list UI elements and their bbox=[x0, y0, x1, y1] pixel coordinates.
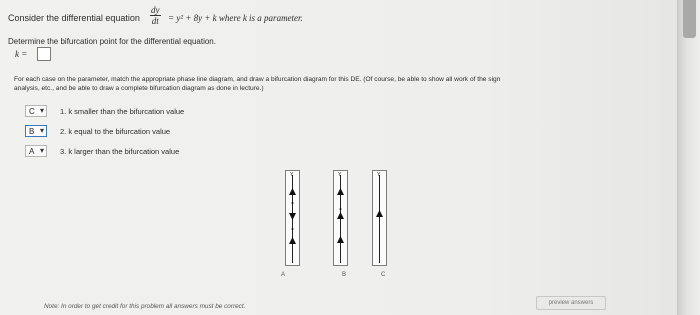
instructions-line-2: analysis, etc., and be able to draw a complete bifurcation diagram as done in lecture.) bbox=[14, 85, 264, 92]
match-label-2: 2. k equal to the bifurcation value bbox=[60, 127, 171, 136]
phase-line-b-svg bbox=[334, 171, 347, 265]
match-select-1[interactable] bbox=[25, 105, 47, 117]
phase-line-a bbox=[285, 170, 300, 266]
k-label: k = bbox=[15, 49, 28, 59]
arrow-up-icon bbox=[289, 188, 296, 195]
match-select-3-value: A bbox=[29, 147, 35, 156]
match-select-2[interactable] bbox=[25, 125, 47, 137]
phase-line-b bbox=[333, 170, 348, 266]
scrollbar[interactable] bbox=[677, 0, 700, 315]
equation-rhs: = y² + 8y + k where k is a parameter. bbox=[168, 13, 303, 23]
arrow-up-icon bbox=[337, 236, 344, 243]
phase-line-c-svg bbox=[373, 171, 386, 265]
match-select-1-value: C bbox=[29, 107, 35, 116]
derivative-fraction bbox=[150, 5, 161, 26]
arrow-up-icon bbox=[337, 188, 344, 195]
equilibrium-point bbox=[292, 228, 294, 230]
phase-line-b-axis: Y bbox=[338, 172, 342, 178]
chevron-down-icon: ▾ bbox=[39, 106, 44, 115]
match-label-1: 1. k smaller than the bifurcation value bbox=[60, 107, 185, 116]
phase-line-c-axis: Y bbox=[377, 172, 381, 178]
equilibrium-point bbox=[292, 202, 294, 204]
derivative-denominator: dt bbox=[151, 16, 159, 26]
intro-text: Consider the differential equation bbox=[8, 13, 140, 23]
arrow-down-icon bbox=[289, 213, 296, 220]
arrow-up-icon bbox=[289, 237, 296, 244]
match-select-3[interactable] bbox=[25, 145, 47, 157]
phase-line-a-axis: Y bbox=[290, 172, 294, 178]
scrollbar-thumb[interactable] bbox=[683, 0, 696, 38]
instructions-line-1: For each case on the parameter, match the appropriate phase line diagram, and draw a bifurcation diagram for this DE. (Of course, be able to show all work of the sign bbox=[14, 76, 501, 83]
equilibrium-point bbox=[340, 208, 342, 210]
phase-line-c-label: C bbox=[381, 272, 386, 278]
bifurcation-prompt: Determine the bifurcation point for the differential equation. bbox=[8, 37, 216, 46]
k-answer-input[interactable] bbox=[37, 47, 51, 61]
credit-note: Note: In order to get credit for this problem all answers must be correct. bbox=[44, 303, 246, 310]
phase-line-c bbox=[372, 170, 387, 266]
derivative-numerator: dy bbox=[151, 5, 160, 15]
chevron-down-icon: ▾ bbox=[39, 146, 44, 155]
preview-answers-button[interactable]: preview answers bbox=[536, 296, 606, 310]
chevron-down-icon: ▾ bbox=[39, 126, 44, 135]
match-select-2-value: B bbox=[29, 127, 35, 136]
arrow-up-icon bbox=[337, 212, 344, 219]
phase-line-b-label: B bbox=[342, 272, 347, 278]
match-label-3: 3. k larger than the bifurcation value bbox=[60, 147, 180, 156]
phase-line-a-label: A bbox=[281, 272, 286, 278]
phase-line-a-svg bbox=[286, 171, 299, 265]
arrow-up-icon bbox=[376, 210, 383, 217]
